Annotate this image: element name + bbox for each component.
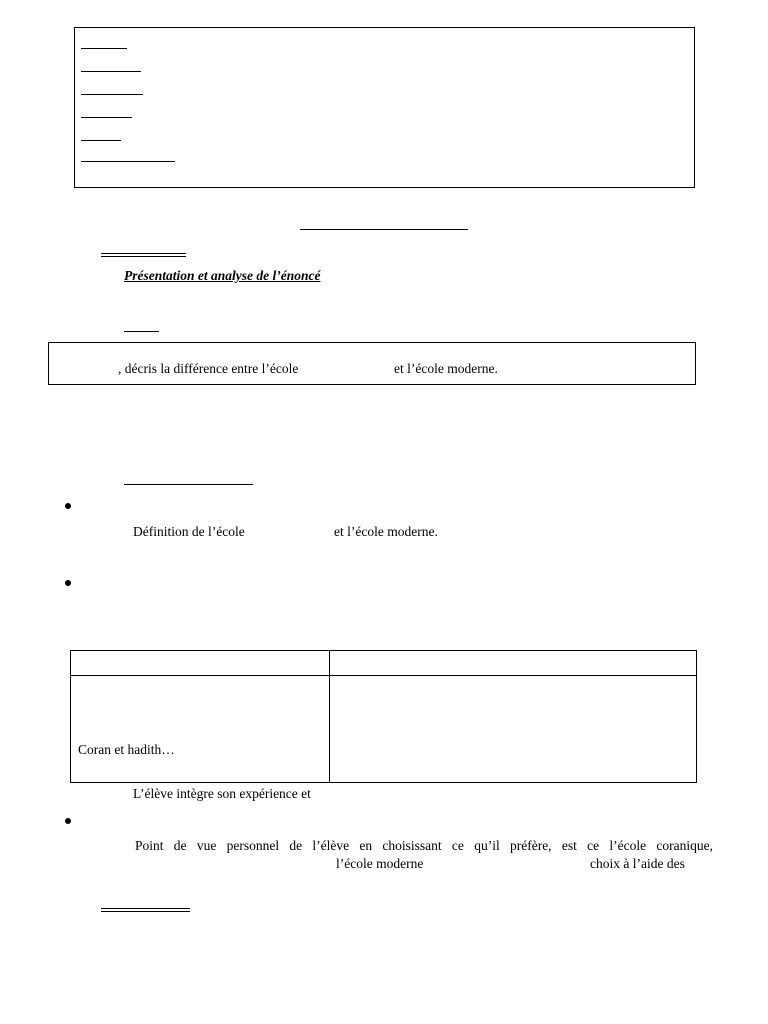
title-underline	[300, 229, 468, 230]
comparison-table	[70, 650, 697, 783]
table-cell-right	[330, 676, 697, 783]
header-line-3	[81, 94, 143, 95]
task-text-part1: , décris la différence entre l’école	[118, 361, 299, 376]
table-row	[71, 676, 697, 783]
header-line-1	[81, 48, 127, 49]
bullet-1	[65, 503, 71, 509]
bullet-3	[65, 818, 71, 824]
header-line-2	[81, 71, 141, 72]
point1-part1: Définition de l’école	[133, 524, 245, 539]
bullet-2	[65, 580, 71, 586]
table-header-right	[330, 651, 697, 676]
table-header-left	[71, 651, 330, 676]
header-line-4	[81, 117, 132, 118]
point3-line1: Point de vue personnel de l’élève en choisissant ce qu’il préfère, est ce l’école coranique,	[135, 838, 713, 853]
point3-line2-b: choix à l’aide des	[590, 856, 685, 871]
table-header-row	[71, 651, 697, 676]
header-line-5	[81, 140, 121, 141]
point1-part2: et l’école moderne.	[334, 524, 438, 539]
consigne-underline	[124, 331, 159, 332]
plan-underline	[124, 484, 253, 485]
integration-text: L’élève intègre son expérience et	[133, 786, 311, 801]
final-double-underline	[101, 908, 190, 912]
point3-line2-a: l’école moderne	[336, 856, 424, 871]
task-box	[48, 342, 696, 385]
section-double-underline	[101, 253, 186, 257]
section-heading: Présentation et analyse de l’énoncé	[124, 268, 321, 283]
table-cell-text: Coran et hadith…	[78, 742, 175, 757]
task-text-part2: et l’école moderne.	[394, 361, 498, 376]
table-cell-left	[71, 676, 330, 783]
header-box	[74, 27, 695, 188]
header-line-6	[81, 161, 175, 162]
